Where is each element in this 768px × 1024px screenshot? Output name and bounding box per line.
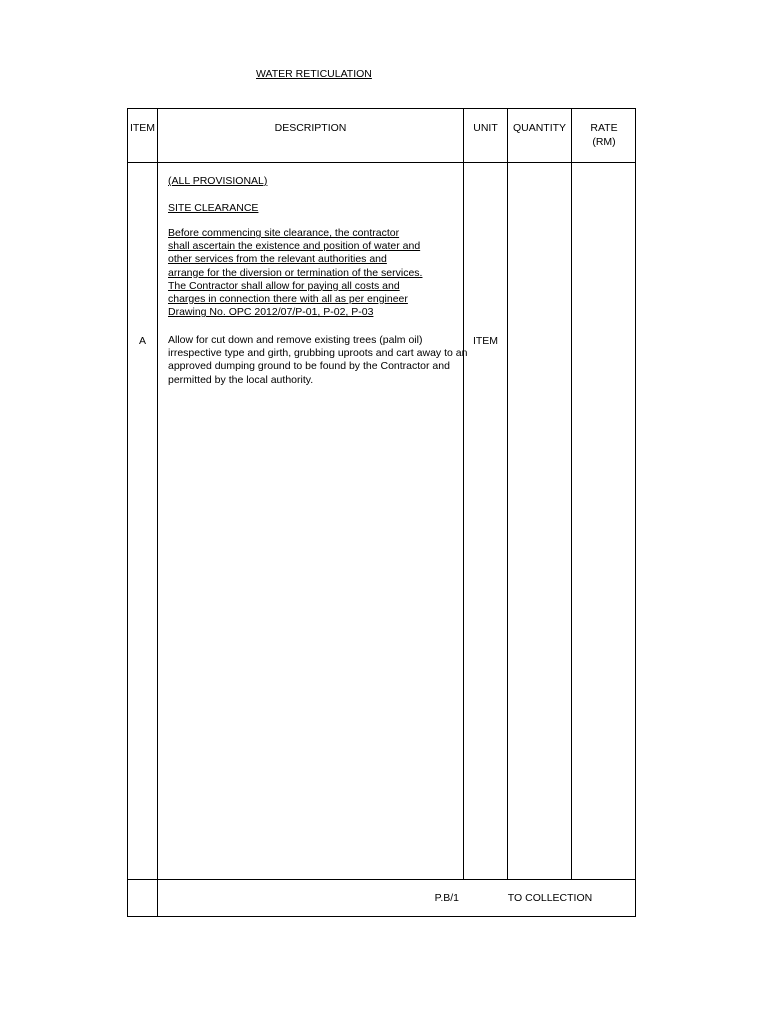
column-divider-quantity (571, 109, 572, 879)
header-rate-unit: (RM) (592, 136, 616, 148)
footer-divider (128, 879, 636, 880)
preamble-line: The Contractor shall allow for paying all costs and (168, 279, 400, 292)
preamble-line: Before commencing site clearance, the contractor (168, 227, 400, 239)
preamble-line: other services from the relevant authorities and (168, 253, 387, 266)
item-a-description-line: permitted by the local authority. (168, 373, 314, 386)
column-divider-item (157, 109, 158, 917)
column-divider-unit (507, 109, 508, 879)
preamble-line: arrange for the diversion or termination of the services. (168, 266, 423, 279)
item-a-description-line: approved dumping ground to be found by the Contractor and (168, 360, 450, 373)
section-heading: SITE CLEARANCE (168, 202, 259, 214)
column-divider-description (463, 109, 464, 879)
to-collection-label: TO COLLECTION (507, 892, 593, 904)
all-provisional-note: (ALL PROVISIONAL) (168, 175, 268, 187)
header-unit: UNIT (473, 122, 498, 134)
item-a-unit: ITEM (472, 335, 499, 347)
header-rate: RATE (590, 122, 618, 134)
bill-table (127, 108, 636, 917)
preamble-line: shall ascertain the existence and position of water and (168, 240, 421, 253)
item-a-description-line: irrespective type and girth, grubbing uproots and cart away to an (168, 347, 468, 360)
page-title: WATER RETICULATION (256, 68, 372, 80)
page-reference: P.B/1 (434, 892, 459, 904)
header-description: DESCRIPTION (274, 122, 347, 134)
item-a-description-line: Allow for cut down and remove existing trees (palm oil) (168, 334, 423, 346)
preamble-paragraph (168, 227, 422, 319)
preamble-line: charges in connection there with all as per engineer (168, 292, 408, 305)
item-a-description (168, 334, 467, 387)
preamble-line: Drawing No. OPC 2012/07/P-01, P-02, P-03 (168, 306, 374, 319)
item-a-code: A (138, 335, 146, 347)
header-divider (128, 162, 636, 163)
header-quantity: QUANTITY (512, 122, 567, 134)
header-item: ITEM (129, 122, 156, 134)
